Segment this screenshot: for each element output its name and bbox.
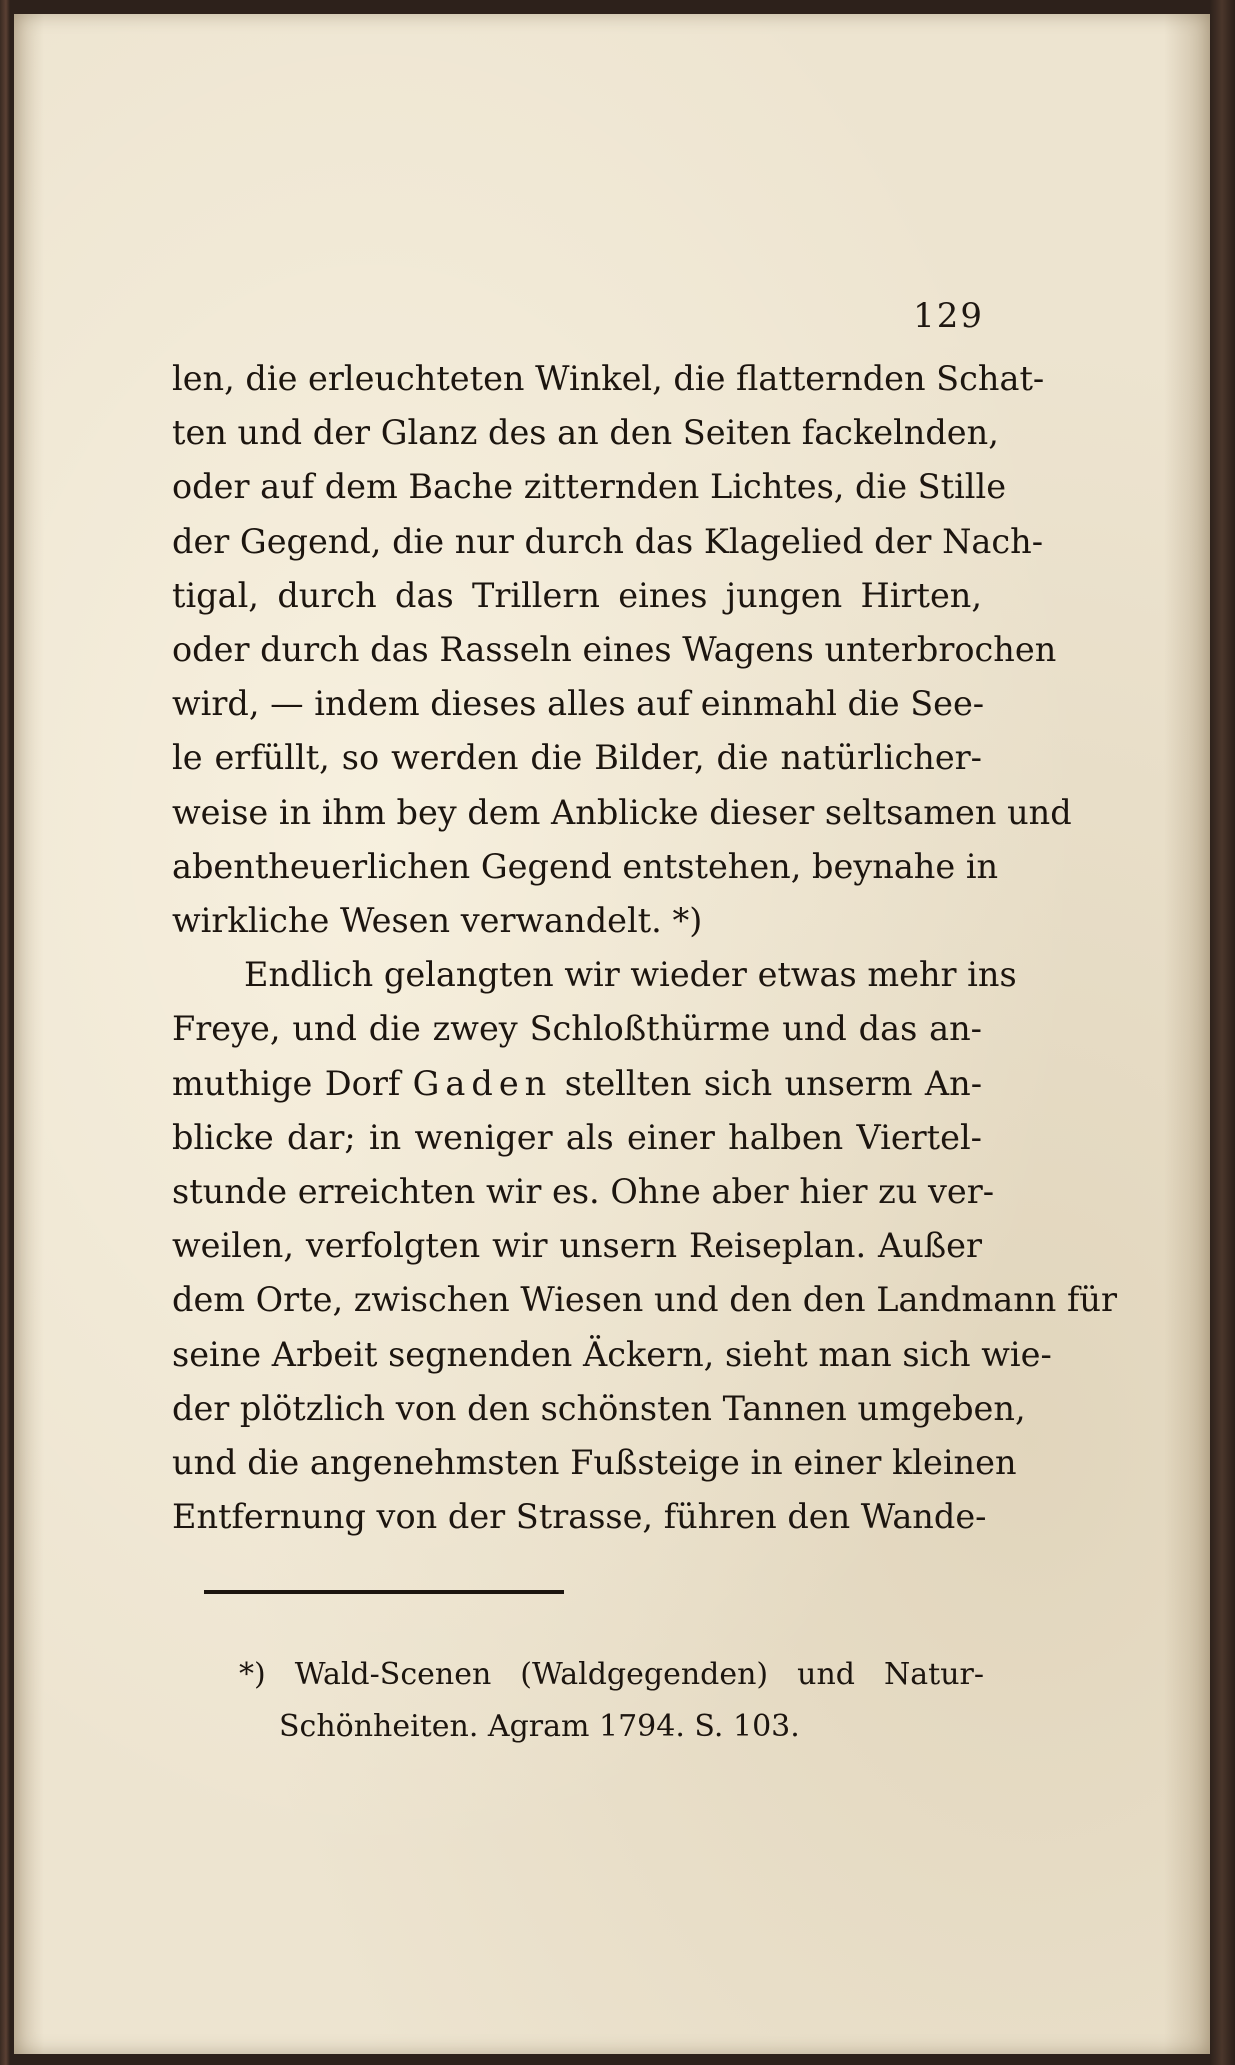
text-line: tigal, durch das Trillern eines jungen Hirten, (172, 575, 982, 615)
body-text (172, 352, 1117, 1544)
text-line: wird, — indem dieses alles auf einmahl die See- (172, 684, 985, 724)
footnote-line: Schönheiten. Agram 1794. S. 103. (279, 1709, 800, 1744)
text-line: der Gegend, die nur durch das Klagelied der Nach- (172, 521, 1044, 561)
text-line: stunde erreichten wir es. Ohne aber hier zu ver- (172, 1172, 995, 1212)
text-line: Freye, und die zwey Schloßthürme und das an- (172, 1009, 982, 1049)
text-line: ten und der Glanz des an den Seiten fackelnden, (172, 413, 999, 453)
text-segment: muthige Dorf (172, 1063, 401, 1103)
spaced-place-name: Gaden (412, 1063, 553, 1103)
text-line: abentheuerlichen Gegend entstehen, beynahe in (172, 846, 999, 886)
text-line: weilen, verfolgten wir unsern Reiseplan. Außer (172, 1226, 982, 1266)
book-page (14, 14, 1210, 2054)
text-line: der plötzlich von den schönsten Tannen umgeben, (172, 1388, 1026, 1428)
text-line: Entfernung von der Strasse, führen den Wande- (172, 1497, 987, 1537)
text-line: seine Arbeit segnenden Äckern, sieht man sich wie- (172, 1334, 1052, 1374)
text-line: blicke dar; in weniger als einer halben Viertel- (172, 1117, 982, 1157)
text-line: oder durch das Rasseln eines Wagens unterbrochen (172, 630, 1057, 670)
text-line: weise in ihm bey dem Anblicke dieser seltsamen und (172, 792, 1072, 832)
text-line: und die angenehmsten Fußsteige in einer kleinen (172, 1443, 1017, 1483)
page-number: 129 (913, 296, 984, 336)
footnote-line: *) Wald-Scenen (Waldgegenden) und Natur- (239, 1657, 984, 1692)
text-line (172, 1057, 982, 1111)
paragraph-start-line: Endlich gelangten wir wieder etwas mehr ins (244, 955, 1017, 995)
text-line: len, die erleuchteten Winkel, die flatternden Schat- (172, 359, 1045, 398)
footnote (239, 1649, 984, 1753)
text-line: oder auf dem Bache zitternden Lichtes, die Stille (172, 467, 1007, 507)
text-line: wirkliche Wesen verwandelt. *) (172, 901, 703, 941)
text-line: dem Orte, zwischen Wiesen und den den Landmann für (172, 1280, 1117, 1320)
text-line: le erfüllt, so werden die Bilder, die natürlicher- (172, 738, 982, 778)
footnote-rule (204, 1590, 564, 1594)
text-segment: stellten sich unserm An- (564, 1063, 983, 1103)
